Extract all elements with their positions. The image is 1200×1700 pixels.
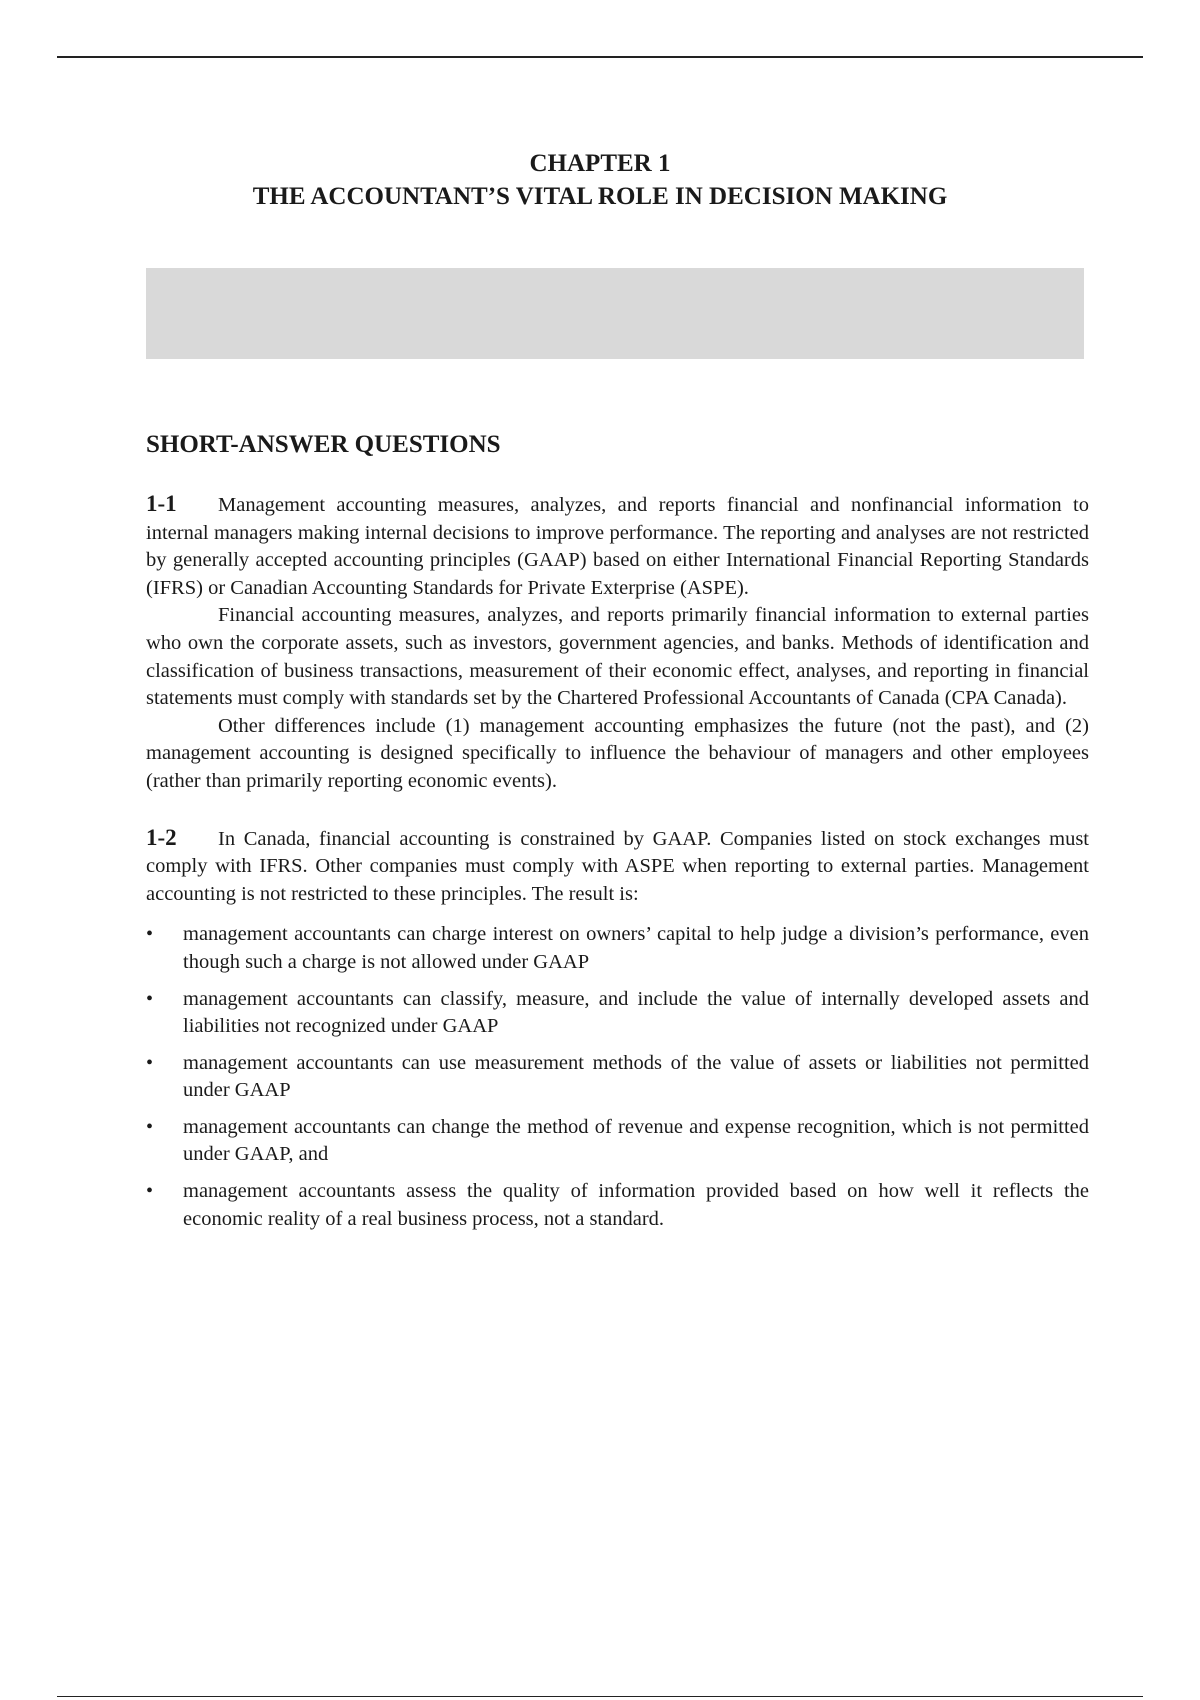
paragraph-text: In Canada, financial accounting is constrained by GAAP. Companies listed on stock exchanges must comply with IFRS. Other companies must comply with ASPE when reporting to external parties. Management accounting is not restricted to these principles. The result is: bbox=[146, 827, 1089, 905]
bottom-rule bbox=[57, 1696, 1143, 1697]
bullet-text: management accountants can classify, measure, and include the value of internally developed assets and liabilities not recognized under GAAP bbox=[183, 987, 1089, 1038]
section-title: SHORT-ANSWER QUESTIONS bbox=[146, 431, 501, 458]
bullet-text: management accountants can charge interest on owners’ capital to help judge a division’s performance, even though such a charge is not allowed under GAAP bbox=[183, 923, 1089, 973]
bullet-item bbox=[146, 1178, 1089, 1233]
redacted-box bbox=[146, 268, 1084, 359]
bullet-list bbox=[146, 921, 1089, 1233]
bullet-item bbox=[146, 1114, 1089, 1169]
bullet-text: management accountants assess the quality of information provided based on how well it reflects the economic reality of a real business process, not a standard. bbox=[183, 1180, 1089, 1230]
bullet-text: management accountants can use measurement methods of the value of assets or liabilities not permitted under GAAP bbox=[183, 1051, 1089, 1102]
chapter-label: CHAPTER 1 bbox=[529, 150, 671, 177]
chapter-heading bbox=[0, 147, 1200, 213]
bullet-icon: • bbox=[146, 1180, 154, 1203]
top-rule bbox=[57, 56, 1143, 58]
question-paragraph bbox=[146, 824, 1089, 909]
bullet-item bbox=[146, 1050, 1089, 1105]
paragraph-text: Management accounting measures, analyzes, and reports financial and nonfinancial information to internal managers making internal decisions to improve performance. The reporting and analyses are not restricted by generally accepted accounting principles (GAAP) based on either International Financial Reporting Standards (IFRS) or Canadian Accounting Standards for Private Exterprise (ASPE). bbox=[146, 494, 1089, 599]
question-paragraph bbox=[146, 490, 1089, 602]
bullet-item bbox=[146, 986, 1089, 1041]
question-number: 1-1 bbox=[146, 491, 177, 516]
question-1-1 bbox=[146, 490, 1089, 796]
bullet-icon: • bbox=[146, 923, 154, 946]
bullet-item bbox=[146, 921, 1089, 976]
bullet-icon: • bbox=[146, 987, 154, 1010]
question-paragraph: Other differences include (1) management accounting emphasizes the future (not the past), and (2) management accounting is designed specifically to influence the behaviour of managers and other employees (rather than primarily reporting economic events). bbox=[146, 714, 1089, 792]
question-1-2 bbox=[146, 824, 1089, 1234]
question-paragraph: Financial accounting measures, analyzes, and reports primarily financial information to external parties who own the corporate assets, such as investors, government agencies, and banks. Methods of identification and classification of business transactions, measurement of their economic effect, analyses, and reporting in financial statements must comply with standards set by the Chartered Professional Accountants of Canada (CPA Canada). bbox=[146, 604, 1089, 710]
chapter-title: THE ACCOUNTANT’S VITAL ROLE IN DECISION MAKING bbox=[252, 183, 948, 210]
bullet-icon: • bbox=[146, 1115, 154, 1138]
document-body bbox=[146, 430, 1089, 1261]
bullet-icon: • bbox=[146, 1051, 154, 1074]
bullet-text: management accountants can change the method of revenue and expense recognition, which is not permitted under GAAP, and bbox=[183, 1115, 1089, 1166]
question-number: 1-2 bbox=[146, 824, 177, 850]
